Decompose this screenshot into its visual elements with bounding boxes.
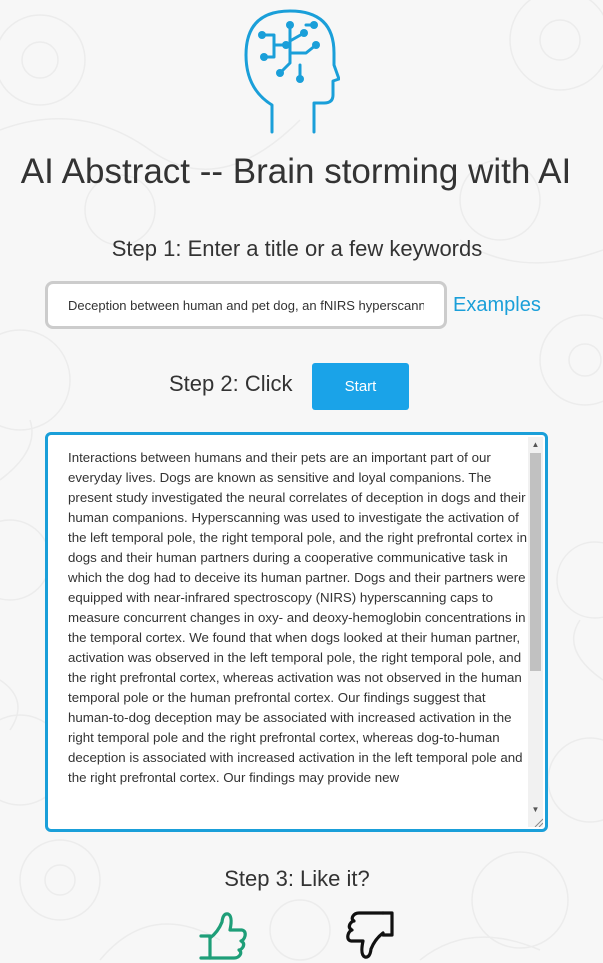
abstract-textarea[interactable] <box>45 432 548 832</box>
scroll-down-icon[interactable]: ▼ <box>531 805 540 814</box>
step3-label: Step 3: Like it? <box>224 866 370 891</box>
scroll-thumb[interactable] <box>530 453 541 671</box>
brain-head-icon <box>242 5 340 135</box>
step1-label: Step 1: Enter a title or a few keywords <box>111 236 483 261</box>
page-title: AI Abstract -- Brain storming with AI <box>20 152 572 191</box>
resize-grip-icon[interactable] <box>533 817 543 827</box>
thumbs-down-icon[interactable] <box>345 908 397 963</box>
scroll-up-icon[interactable]: ▲ <box>531 440 540 449</box>
start-button[interactable]: Start <box>312 363 409 410</box>
keyword-input[interactable] <box>45 281 447 329</box>
abstract-text: Interactions between humans and their pets are an important part of our everyday lives. Dogs are known as sensitive and loyal companions. The present study investigated the neural correlates of deception in dogs and their human companions. Hyperscanning was used to investigate the activation of the left temporal pole, the right temporal pole, and the right prefrontal cortex in dogs and their human partners during a cooperative communicative task in which the dog had to deceive its human partner. Dogs and their partners were equipped with near-infrared spectroscopy (NIRS) hyperscanning caps to measure concurrent changes in oxy- and deoxy-hemoglobin concentrations in the temporal cortex. We found that when dogs looked at their human partner, activation was observed in the left temporal pole, the right temporal pole, and the right prefrontal cortex, whereas activation was not observed in the human temporal pole or the human prefrontal cortex. Our findings suggest that human-to-dog deception may be associated with increased activation in the right temporal pole and the right prefrontal cortex, whereas dog-to-human deception is associated with increased activation in the left temporal pole and the right prefrontal cortex. Our findings may provide new <box>68 450 528 785</box>
thumbs-up-icon[interactable] <box>196 908 248 963</box>
abstract-scrollbar[interactable] <box>528 437 543 827</box>
step2-label: Step 2: Click <box>169 371 293 396</box>
examples-link[interactable]: Examples <box>453 294 541 316</box>
